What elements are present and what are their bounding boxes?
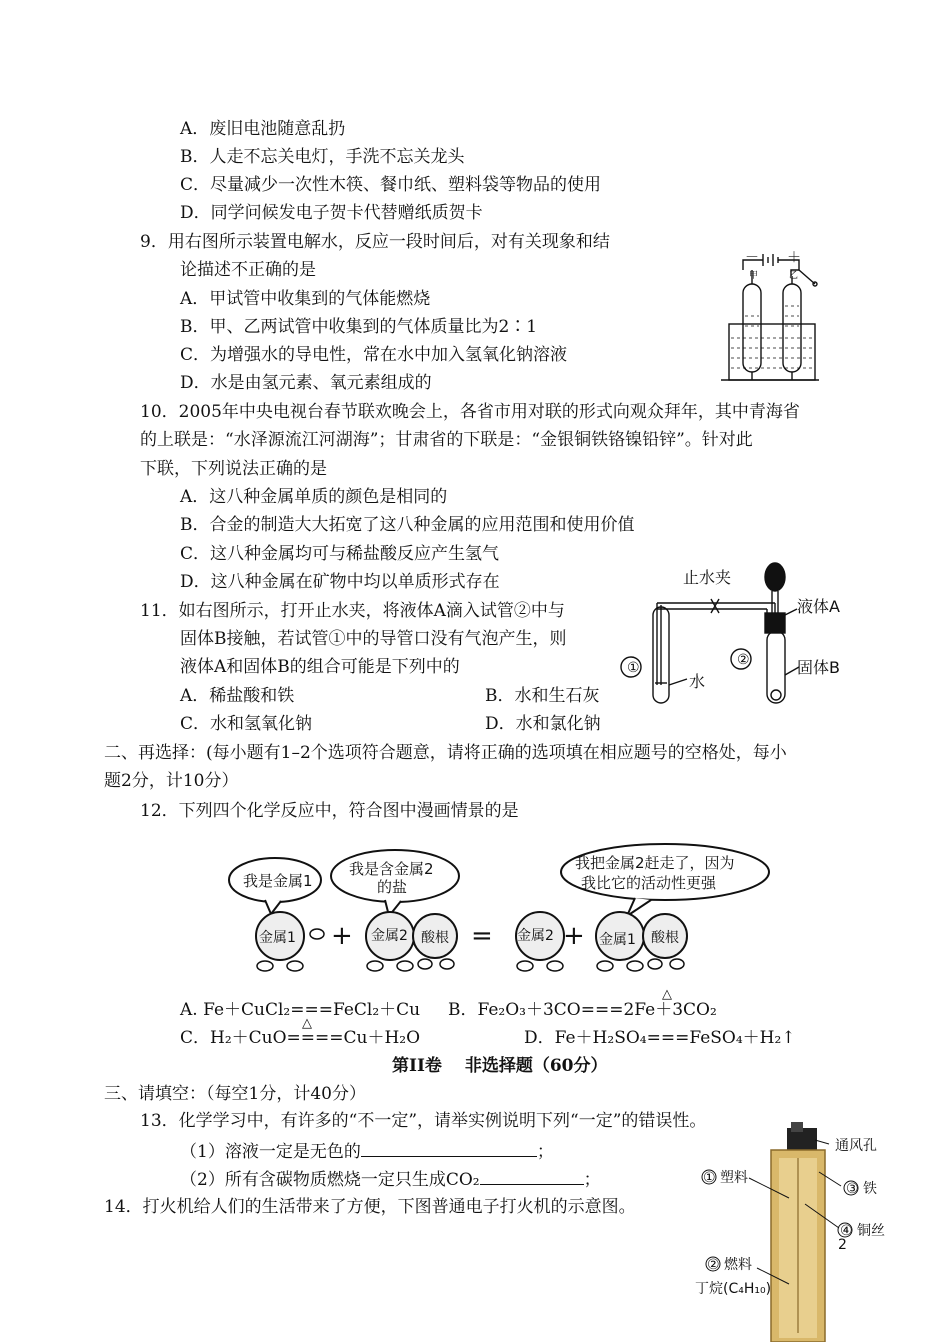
q13-item1-answer-blank[interactable] [361,1140,537,1157]
tube-yi-label: 乙 [789,271,799,281]
q13-item2-row [180,1168,601,1191]
plus-sign-right: + [563,921,585,951]
iron-label: ③ 铁 [846,1181,878,1197]
q12-option-c: C．H₂＋CuO====Cu＋H₂O [180,1028,421,1048]
stray-digit: 2 [838,1237,847,1253]
q13-item1-text: （1）溶液一定是无色的 [180,1142,361,1162]
fuel-label: ② 燃料 [707,1257,753,1273]
equals-sign: = [471,921,493,951]
q10-option-b: B．合金的制造大大拓宽了这八种金属的应用范围和使用价值 [180,515,635,535]
q11-option-a: A．稀盐酸和铁 [180,686,295,706]
q9-option-a: A．甲试管中收集到的气体能燃烧 [180,289,431,309]
bubble3-text-line2: 我比它的活动性更强 [581,874,717,892]
q9-stem-line2: 论描述不正确的是 [180,260,316,280]
tube2-label: ② [737,652,750,668]
bubble1-text: 我是金属1 [243,872,313,890]
q11-option-d: D．水和氯化钠 [485,714,601,734]
q9-option-c: C．为增强水的导电性，常在水中加入氢氧化钠溶液 [180,345,568,365]
lighter-diagram-figure [695,1118,895,1342]
q13-item2-end: ； [583,1170,601,1190]
q11-option-c: C．水和氢氧化钠 [180,714,313,734]
q13-item2-answer-blank[interactable] [480,1168,584,1185]
bubble2-text-line2: 的盐 [377,878,408,896]
q9-stem-line1: 9．用右图所示装置电解水，反应一段时间后，对有关现象和结 [140,232,610,252]
solid-b-label: 固体B [797,658,840,677]
q10-stem-line2: 的上联是：“水泽源流江河湖海”；甘肃省的下联是：“金银铜铁铬镍铅锌”。针对此 [140,430,753,450]
butane-label: 丁烷(C₄H₁₀) [695,1281,772,1297]
tube1-label: ① [627,660,640,676]
q8-option-d: D．同学问候发电子贺卡代替赠纸质贺卡 [180,203,483,223]
q9-option-d: D．水是由氢元素、氧元素组成的 [180,373,432,393]
heat-symbol-c: △ [302,1016,312,1031]
section2-heading-line2: 题2分，计10分） [104,771,239,791]
metal1-ball-label: 金属1 [259,930,296,946]
heat-symbol-b: △ [662,987,672,1002]
acid-radical-label-right: 酸根 [651,930,679,946]
gas-apparatus-figure [615,555,855,715]
q13-item1-row [180,1140,554,1163]
q10-stem-line3: 下联，下列说法正确的是 [140,459,327,479]
q11-option-b: B．水和生石灰 [485,686,600,706]
metal-displacement-cartoon [225,840,775,990]
q13-item1-end: ； [536,1142,554,1162]
water-label: 水 [689,672,706,691]
q10-stem-line1: 10．2005年中央电视台春节联欢晚会上，各省市用对联的形式向观众拜年，其中青海省 [140,402,800,422]
clamp-label: 止水夹 [683,568,732,587]
metal1-ball-label-product: 金属1 [599,932,636,948]
q10-option-a: A．这八种金属单质的颜色是相同的 [180,487,448,507]
q9-option-b: B．甲、乙两试管中收集到的气体质量比为2∶1 [180,317,538,337]
electrolysis-apparatus-figure [715,246,825,386]
plus-sign-left: + [331,921,353,951]
bubble3-text-line1: 我把金属2赶走了，因为 [575,854,735,872]
tube-jia-label: 甲 [749,271,759,281]
q12-stem: 12．下列四个化学反应中，符合图中漫画情景的是 [140,801,519,821]
minus-sign: － [745,250,759,266]
q14-stem: 14．打火机给人们的生活带来了方便，下图普通电子打火机的示意图。 [104,1197,636,1217]
bubble2-text-line1: 我是含金属2 [349,860,434,878]
q8-option-b: B．人走不忘关电灯，手洗不忘关龙头 [180,147,465,167]
q12-option-d: D．Fe＋H₂SO₄===FeSO₄＋H₂↑ [524,1028,796,1048]
q10-option-c: C．这八种金属均可与稀盐酸反应产生氢气 [180,544,500,564]
acid-radical-label-left: 酸根 [421,930,449,946]
q13-stem: 13．化学学习中，有许多的“不一定”，请举实例说明下列“一定”的错误性。 [140,1111,707,1131]
part2-title: 第II卷 非选择题（60分） [392,1056,608,1076]
plastic-label: ① 塑料 [703,1170,749,1186]
q8-option-a: A．废旧电池随意乱扔 [180,119,346,139]
q10-option-d: D．这八种金属在矿物中均以单质形式存在 [180,572,500,592]
q11-stem-line1: 11．如右图所示，打开止水夹，将液体A滴入试管②中与 [140,601,565,621]
vent-label: 通风孔 [835,1138,877,1154]
q11-stem-line2: 固体B接触，若试管①中的导管口没有气泡产生，则 [180,629,567,649]
section3-heading: 三、请填空：（每空1分，计40分） [104,1084,366,1104]
q11-stem-line3: 液体A和固体B的组合可能是下列中的 [180,657,460,677]
liquid-a-label: 液体A [797,597,840,616]
copper-wire-label: ④ 铜丝 [840,1223,886,1239]
q12-option-b: B．Fe₂O₃＋3CO===2Fe＋3CO₂ [448,1000,717,1020]
metal2-ball-label: 金属2 [371,928,408,944]
metal2-ball-label-product: 金属2 [517,928,554,944]
plus-sign: ＋ [787,250,801,266]
section2-heading-line1: 二、再选择：(每小题有1–2个选项符合题意，请将正确的选项填在相应题号的空格处，每小 [104,743,787,763]
q12-option-a: A. Fe＋CuCl₂===FeCl₂＋Cu [180,1000,421,1020]
q8-option-c: C．尽量减少一次性木筷、餐巾纸、塑料袋等物品的使用 [180,175,602,195]
q13-item2-text: （2）所有含碳物质燃烧一定只生成CO₂ [180,1170,480,1190]
